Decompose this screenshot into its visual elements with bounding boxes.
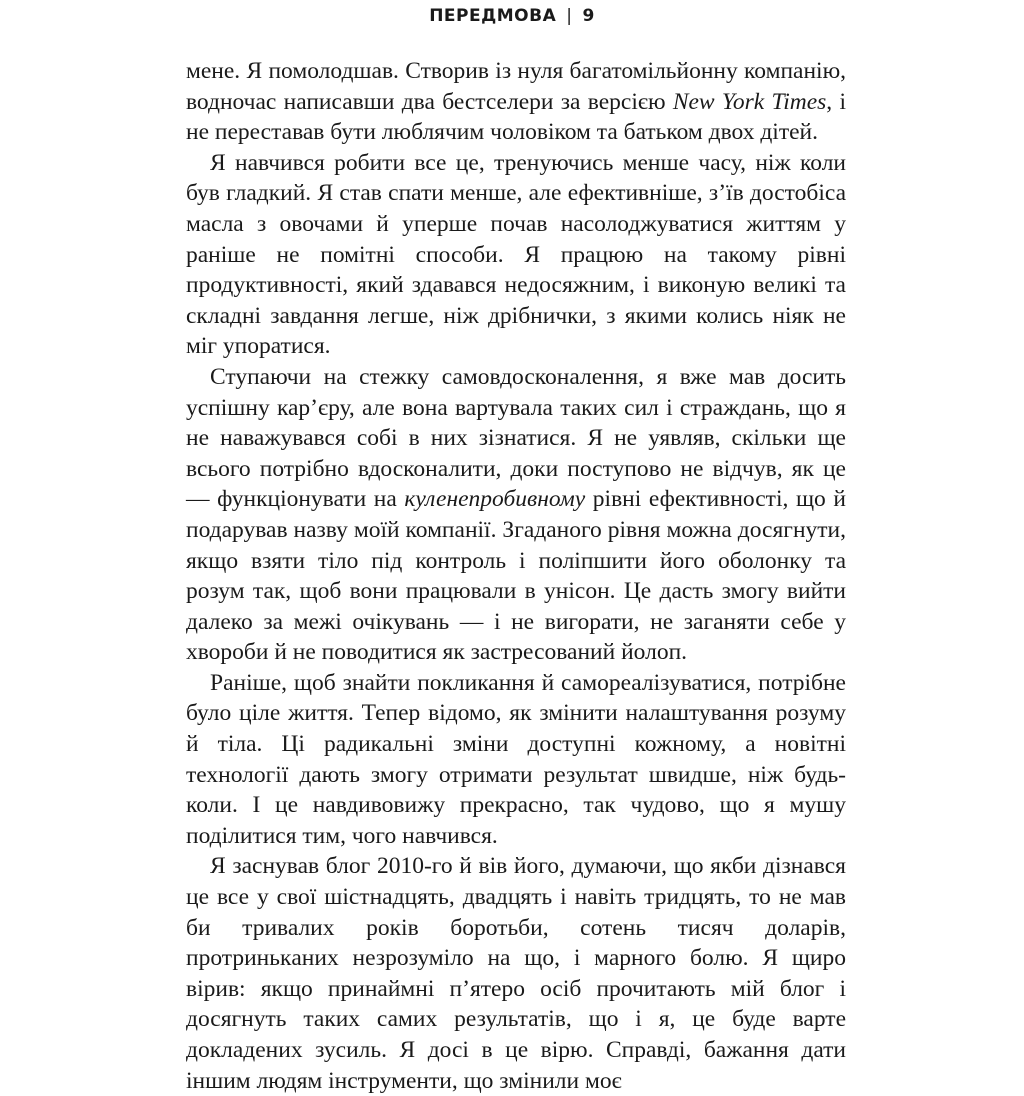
paragraph-continuation [186,56,846,148]
paragraph [186,362,846,668]
body-text [186,56,846,1096]
page-number: 9 [582,6,595,26]
text-run: рівні ефективності, що й подарував назву моїй компанії. Згаданого рівня можна досягнути, якщо взяти тіло під контроль і поліпшити його оболонку та розум так, щоб вони працювали в унісон. Це дасть змогу вийти далеко за межі очікувань — і не вигорати, не заганяти себе у хвороби й не поводитися як застресований йолоп. [186,486,847,666]
italic-title: New York Times [672,88,827,115]
section-title: ПЕРЕДМОВА [429,6,557,26]
paragraph: Я навчився робити все це, тренуючись менше часу, ніж коли був гладкий. Я став спати менше, але ефективніше, з’їв достобіса масла з овочами й уперше почав насолоджуватися життям у раніше не помітні способи. Я працюю на такому рівні продуктивності, який здавався недосяжним, і виконую великі та складні завдання легше, ніж дрібнички, з якими колись ніяк не міг упоратися. [186,149,846,360]
running-head [0,2,1024,30]
paragraph: Я заснував блог 2010-го й вів його, думаючи, що якби дізнався це все у свої шістнадцять, двадцять і навіть тридцять, то не мав би тривалих років боротьби, сотень тисяч доларів, протринькaних незрозуміло на що, і марного болю. Я щиро вірив: якщо принаймні п’ятеро осіб прочитають мій блог і досягнуть таких самих результатів, що і я, це буде варте докладених зусиль. Я досі в це вірю. Справді, бажання дати іншим людям інструменти, що змінили моє [186,853,846,1094]
text-run: Ступаючи на стежку самовдосконалення, я вже мав досить успішну кар’єру, але вона вартувала таких сил і страждань, що я не наважувався собі в них зізнатися. Я не уявляв, скільки ще всього потрібно вдосконалити, доки поступово не відчув, як це — функціонувати на [186,363,846,513]
text-run: мене. Я помолодшав. Створив із нуля багатомільйонну компанію, водночас написавши два бестселери за версією [186,58,846,115]
header-separator: | [566,6,573,26]
italic-term: куленепробивному [404,486,586,513]
text-run: , і не переставав бути люблячим чоловіком та батьком двох дітей. [186,88,846,146]
paragraph: Раніше, щоб знайти покликання й самореалізуватися, потрібне було ціле життя. Тепер відомо, як змінити налаштування розуму й тіла. Ці радикальні зміни доступні кожному, а новітні технології дають змогу отримати результат швидше, ніж будь-коли. І це навдивовижу прекрасно, так чудово, що я мушу поділитися тим, чого навчився. [186,669,846,849]
